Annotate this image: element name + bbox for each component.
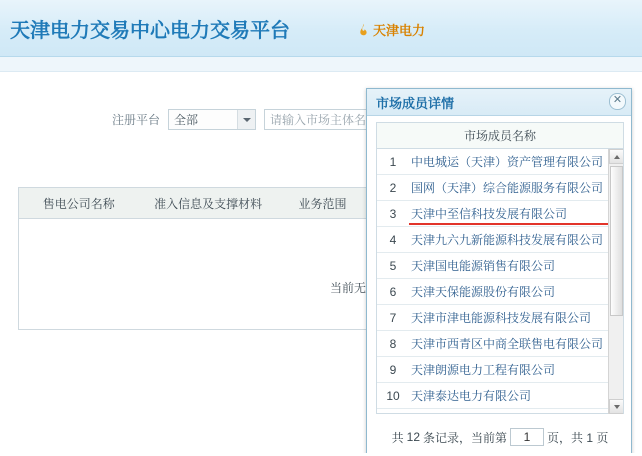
list-item-selected[interactable] — [377, 201, 623, 227]
list-item-index: 10 — [386, 388, 400, 403]
scroll-down-arrow-icon[interactable] — [609, 399, 623, 414]
pager-records-label: 条记录，当前第 — [423, 430, 508, 445]
brand-label: 天津电力 — [373, 23, 426, 38]
list-item-label: 天津中至信科技发展有限公司 — [411, 207, 568, 221]
member-list-panel — [376, 122, 624, 414]
member-list-header: 市场成员名称 — [377, 123, 623, 149]
list-item[interactable] — [377, 149, 623, 175]
scroll-up-arrow-icon[interactable] — [609, 149, 623, 164]
list-item-label: 天津国电能源销售有限公司 — [411, 259, 556, 273]
list-item[interactable] — [377, 175, 623, 201]
pager-prefix: 共 — [391, 430, 404, 445]
list-item-index: 7 — [389, 310, 397, 325]
list-item-label: 天津天保能源股份有限公司 — [411, 285, 556, 299]
vertical-scrollbar[interactable] — [608, 149, 623, 414]
list-item[interactable] — [377, 253, 623, 279]
page-top-strip — [0, 57, 642, 72]
list-item[interactable] — [377, 305, 623, 331]
list-item-index: 9 — [389, 362, 397, 377]
list-item-index: 3 — [389, 206, 397, 221]
brand-logo — [357, 20, 425, 39]
pager-suffix: 页，共 1 页 — [547, 430, 609, 445]
list-item-label: 天津泰达电力有限公司 — [411, 389, 532, 403]
close-icon[interactable]: ✕ — [609, 93, 626, 110]
list-item-label: 中电城运（天津）资产管理有限公司 — [411, 155, 604, 169]
pager — [367, 428, 633, 446]
app-header — [0, 0, 642, 57]
list-item[interactable] — [377, 279, 623, 305]
platform-select[interactable] — [168, 109, 256, 130]
platform-filter-label: 注册平台 — [112, 113, 161, 127]
page-number-input[interactable] — [510, 428, 544, 446]
flame-icon — [357, 23, 370, 36]
list-item[interactable] — [377, 383, 623, 409]
platform-select-value: 全部 — [174, 113, 199, 127]
list-item-label: 天津市津电能源科技发展有限公司 — [411, 311, 592, 325]
member-list-scroll — [377, 149, 623, 414]
scrollbar-thumb[interactable] — [610, 166, 623, 316]
list-item[interactable] — [377, 331, 623, 357]
list-item-index: 4 — [389, 232, 397, 247]
list-item-index: 2 — [389, 180, 397, 195]
chevron-down-icon[interactable] — [237, 110, 255, 129]
column-header-company: 售电公司名称 — [42, 196, 115, 211]
empty-state-text: 当前无 — [330, 281, 367, 295]
list-item-index: 1 — [389, 154, 397, 169]
column-header-scope: 业务范围 — [298, 196, 347, 211]
column-header-materials: 准入信息及支撑材料 — [154, 196, 263, 211]
list-item[interactable] — [377, 357, 623, 383]
page-title: 天津电力交易中心电力交易平台 — [10, 20, 290, 42]
dialog-title-bar — [367, 89, 631, 116]
member-detail-dialog — [366, 88, 632, 456]
list-item-label: 天津九六九新能源科技发展有限公司 — [411, 233, 604, 247]
list-item-label: 天津市西青区中商全联售电有限公司 — [411, 337, 604, 351]
list-item-label: 天津朗源电力工程有限公司 — [411, 363, 556, 377]
list-item[interactable] — [377, 227, 623, 253]
pager-total-count: 12 — [406, 430, 420, 444]
list-item-label: 国网（天津）综合能源服务有限公司 — [411, 181, 604, 195]
list-item-index: 8 — [389, 336, 397, 351]
list-item-index: 5 — [389, 258, 397, 273]
list-item-index: 6 — [389, 284, 397, 299]
dialog-title: 市场成员详情 — [376, 95, 455, 111]
